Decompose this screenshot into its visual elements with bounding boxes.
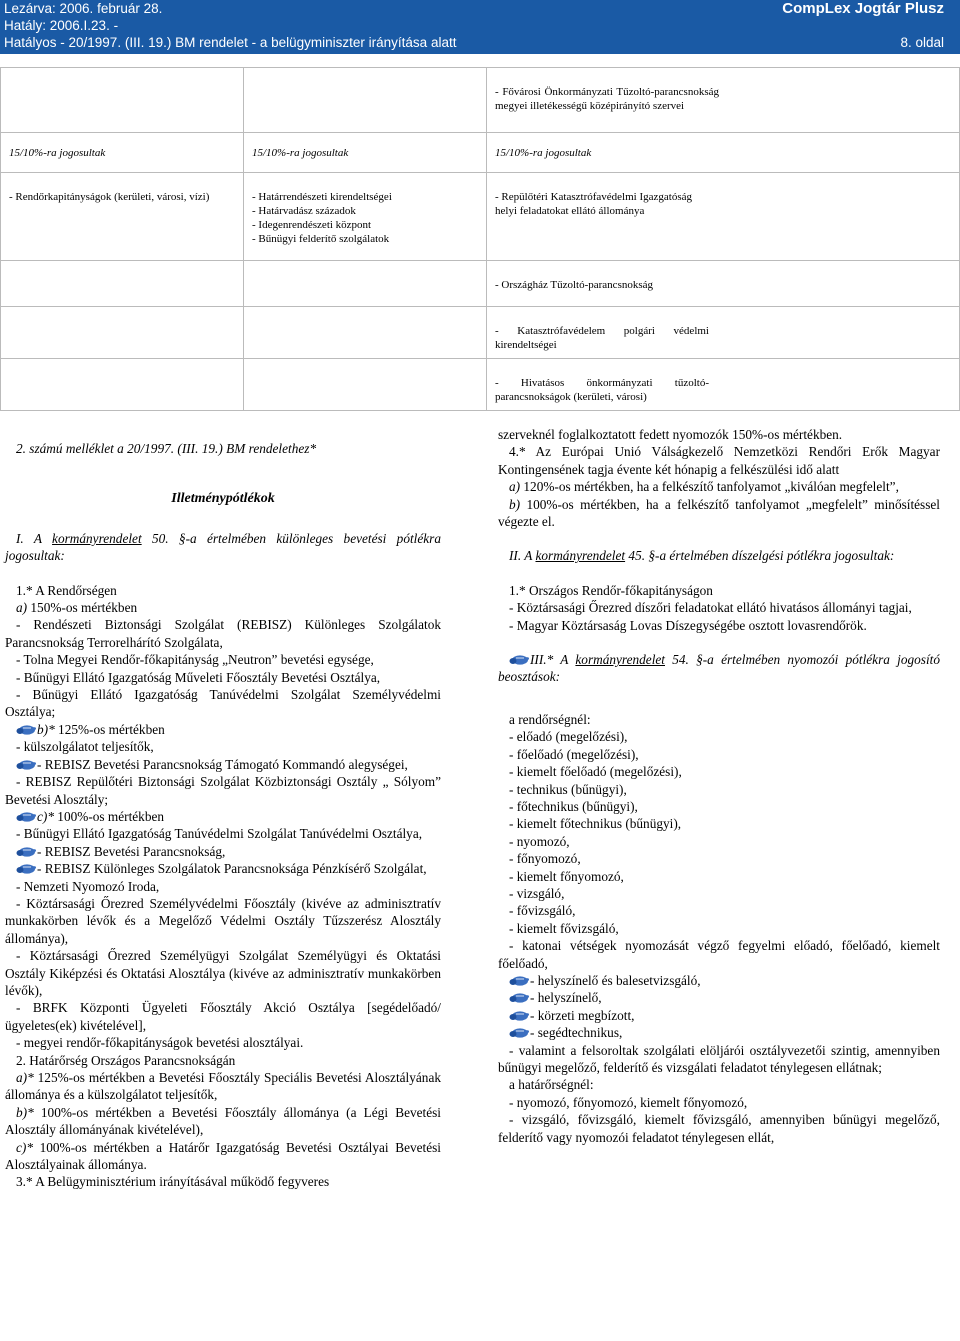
right-column	[498, 426, 940, 1146]
paragraph: - Rendészeti Biztonsági Szolgálat (REBISZ) Különleges Szolgálatok Parancsnokság Terrorelhárító Szolgálata,	[5, 617, 441, 650]
table-row	[1, 359, 960, 411]
table-cell: 15/10%-ra jogosultak	[244, 133, 487, 173]
list-item: - kiemelt fővizsgáló,	[509, 920, 619, 936]
paragraph: - Nemzeti Nyomozó Iroda,	[16, 878, 160, 894]
law-link[interactable]: kormányrendelet	[52, 530, 142, 546]
paragraph: 1.* Országos Rendőr-főkapitányságon	[509, 582, 713, 598]
paragraph: - Köztársasági Őrezred Személyügyi Szolgálat Személyügyi és Oktatási Osztály Kiképzési és Oktatási Alosztálya (kivéve az adminisztratív munkakörben lévők),	[5, 948, 441, 998]
paragraph: a) 150%-os mértékben	[16, 600, 138, 616]
paragraph: szerveknél foglalkoztatott fedett nyomozók 150%-os mértékben.	[498, 427, 843, 442]
paragraph: c)* 100%-os mértékben	[5, 808, 441, 825]
list-item: - vizsgáló,	[509, 885, 565, 901]
paragraph: - BRFK Központi Ügyeleti Főosztály Akció Osztálya [segédelőadó/ügyeletes(ek) kivételével],	[5, 1000, 441, 1033]
pointing-hand-icon[interactable]	[509, 1010, 529, 1021]
table-cell: - Katasztrófavédelem polgári védelmi kirendeltségei	[487, 307, 960, 359]
pointing-hand-icon[interactable]	[16, 724, 36, 735]
pointing-hand-icon[interactable]	[16, 811, 36, 822]
paragraph: 2. Határőrség Országos Parancsnokságán	[16, 1052, 236, 1068]
paragraph: - Bűnügyi Ellátó Igazgatóság Tanúvédelmi Szolgálat Tanúvédelmi Osztálya,	[16, 826, 423, 842]
list-item: - kiemelt főelőadó (megelőzési),	[509, 764, 682, 780]
paragraph: a határőrségnél:	[509, 1077, 594, 1093]
law-link[interactable]: kormányrendelet	[575, 652, 665, 668]
table-cell	[244, 173, 487, 261]
paragraph: b)* 125%-os mértékben	[5, 721, 441, 738]
pointing-hand-icon[interactable]	[509, 1027, 529, 1038]
list-item: - helyszínelő és balesetvizsgáló,	[498, 972, 940, 989]
table-cell	[1, 359, 244, 411]
table-cell: - Országház Tűzoltó-parancsnokság	[487, 261, 960, 307]
list-item: - főnyomozó,	[509, 851, 581, 867]
header-left	[4, 0, 456, 51]
section-heading: III.* A kormányrendelet 54. §-a értelmében nyomozói pótlékra jogosító beosztások:	[498, 652, 940, 685]
paragraph: - valamint a felsoroltak szolgálati elöljárói osztályvezetői szintig, amennyiben bűnügyi megelőző, felderítő és vizsgálati feladatot ténylegesen ellátnak;	[498, 1042, 940, 1075]
paragraph: - Köztársasági Őrezred díszőri feladatokat ellátó hivatásos állományi tagjai,	[509, 600, 912, 616]
paragraph: 1.* A Rendőrségen	[16, 582, 117, 598]
table-row	[1, 133, 960, 173]
table-row	[1, 261, 960, 307]
table-cell	[1, 68, 244, 133]
paragraph: 3.* A Belügyminisztérium irányításával működő fegyveres	[16, 1174, 330, 1190]
pointing-hand-icon[interactable]	[509, 992, 529, 1003]
list-item: - kiemelt főnyomozó,	[509, 868, 624, 884]
table-cell: - Rendőrkapitányságok (kerületi, városi, vízi)	[1, 173, 244, 261]
paragraph: - REBISZ Különleges Szolgálatok Parancsnoksága Pénzkísérő Szolgálat,	[5, 860, 441, 877]
paragraph: a rendőrségnél:	[509, 711, 591, 727]
paragraph: - REBISZ Repülőtéri Biztonsági Szolgálat Közbiztonsági Osztály „ Sólyom” Bevetési Alosztály;	[5, 774, 441, 807]
table-cell: 15/10%-ra jogosultak	[487, 133, 960, 173]
paragraph: - REBISZ Bevetési Parancsnokság Támogató Kommandó alegységei,	[5, 756, 441, 773]
table-row	[1, 173, 960, 261]
paragraph: b) 100%-os mértékben, ha a felkészítő tanfolyamot „megfelelt” minősítéssel végezte el.	[498, 496, 940, 530]
list-item: - nyomozó,	[509, 833, 570, 849]
authority-table	[0, 67, 960, 411]
annex-title: 2. számú melléklet a 20/1997. (III. 19.) BM rendelethez*	[16, 441, 317, 456]
table-row	[1, 68, 960, 133]
paragraph: c)* 100%-os mértékben a Határőr Igazgatóság Bevetési Osztályai Bevetési Alosztályainak állománya.	[5, 1139, 441, 1173]
table-row	[1, 307, 960, 359]
table-cell	[244, 68, 487, 133]
paragraph: b)* 100%-os mértékben a Bevetési Főosztály állománya (a Légi Bevetési Alosztály állományának kivételével),	[5, 1104, 441, 1138]
paragraph: - Köztársasági Őrezred Személyvédelmi Főosztály (kivéve az adminisztratív munkakörben lévők és a Megelőző Védelmi Osztály Tűzszerész Alosztály állománya),	[5, 895, 441, 946]
pointing-hand-icon[interactable]	[509, 975, 529, 986]
table-cell: - Repülőtéri Katasztrófavédelmi Igazgatóság helyi feladatokat ellátó állománya	[487, 173, 960, 261]
list-item: - körzeti megbízott,	[498, 1007, 940, 1024]
paragraph: - Bűnügyi Ellátó Igazgatóság Műveleti Főosztály Bevetési Osztálya,	[16, 669, 381, 685]
table-cell: - Hivatásos önkormányzati tűzoltó-parancsnokságok (kerületi, városi)	[487, 359, 960, 411]
table-cell	[1, 261, 244, 307]
pointing-hand-icon[interactable]	[16, 863, 36, 874]
list-item: - vizsgáló, fővizsgáló, kiemelt fővizsgáló, amennyiben bűnügyi megelőző, felderítő vagy nyomozói feladatot ténylegesen ellát,	[498, 1112, 940, 1145]
section-heading: II. A kormányrendelet 45. §-a értelmében díszelgési pótlékra jogosultak:	[509, 548, 895, 564]
header-brand: CompLex Jogtár Plusz	[782, 0, 944, 17]
header-effective-date: Hatály: 2006.I.23. -	[4, 18, 119, 33]
paragraph: - Bűnügyi Ellátó Igazgatóság Tanúvédelmi Szolgálat Személyvédelmi Osztálya;	[5, 687, 441, 720]
list-item: - nyomozó, főnyomozó, kiemelt főnyomozó,	[509, 1094, 748, 1110]
list-item: - fővizsgáló,	[509, 903, 576, 919]
paragraph: - Magyar Köztársaság Lovas Díszegységébe osztott lovasrendőrök.	[509, 617, 867, 633]
table-cell	[1, 307, 244, 359]
paragraph: - REBISZ Bevetési Parancsnokság,	[5, 843, 441, 860]
list-item: - kiemelt főtechnikus (bűnügyi),	[509, 816, 682, 832]
table-cell: - Fővárosi Önkormányzati Tűzoltó-parancsnokság megyei illetékességű középirányító szervei	[487, 68, 960, 133]
list-item: - Bűnügyi felderítő szolgálatok	[252, 233, 390, 245]
pointing-hand-icon[interactable]	[16, 759, 36, 770]
list-item: - helyszínelő,	[498, 989, 940, 1006]
list-item: - főelőadó (megelőzési),	[509, 746, 639, 762]
annex-subtitle: Illetménypótlékok	[171, 491, 275, 507]
header-page-number: 8. oldal	[900, 35, 944, 50]
list-item: - előadó (megelőzési),	[509, 729, 628, 745]
page-header	[0, 0, 960, 54]
list-item: - segédtechnikus,	[498, 1024, 940, 1041]
law-link[interactable]: kormányrendelet	[535, 548, 626, 564]
table-cell	[244, 307, 487, 359]
paragraph: 4.* Az Európai Unió Válságkezelő Nemzetközi Rendőri Erők Magyar Kontingensének tagja évente két hónapig a felkészülési idő alatt	[498, 444, 940, 477]
left-column	[5, 440, 441, 1191]
list-item: - Határvadász századok	[252, 205, 356, 217]
paragraph: - külszolgálatot teljesítők,	[16, 739, 154, 755]
list-item: - főtechnikus (bűnügyi),	[509, 798, 638, 814]
paragraph: - megyei rendőr-főkapitányságok bevetési alosztályai.	[16, 1035, 304, 1051]
table-cell	[244, 359, 487, 411]
header-closed-date: Lezárva: 2006. február 28.	[4, 1, 163, 16]
list-item: - Határrendészeti kirendeltségei	[252, 191, 392, 203]
header-document-title: Hatályos - 20/1997. (III. 19.) BM rendelet - a belügyminiszter irányítása alatt	[4, 35, 457, 50]
list-item: - technikus (bűnügyi),	[509, 781, 627, 797]
table-cell	[244, 261, 487, 307]
table-cell: 15/10%-ra jogosultak	[1, 133, 244, 173]
paragraph: - Tolna Megyei Rendőr-főkapitányság „Neutron” bevetési egysége,	[16, 652, 374, 668]
pointing-hand-icon[interactable]	[16, 846, 36, 857]
section-heading: I. A kormányrendelet 50. §-a értelmében különleges bevetési pótlékra jogosultak:	[5, 530, 441, 564]
list-item: - katonai vétségek nyomozását végző fegyelmi előadó, főelőadó, kiemelt főelőadó,	[498, 938, 940, 971]
paragraph: a)* 125%-os mértékben a Bevetési Főosztály Speciális Bevetési Alosztályának állománya és a külszolgálatot teljesítők,	[5, 1070, 441, 1103]
list-item: - Idegenrendészeti központ	[252, 219, 372, 231]
header-right	[782, 0, 944, 51]
pointing-hand-icon[interactable]	[509, 654, 529, 665]
paragraph: a) 120%-os mértékben, ha a felkészítő tanfolyamot „kiválóan megfelelt”,	[509, 479, 899, 495]
